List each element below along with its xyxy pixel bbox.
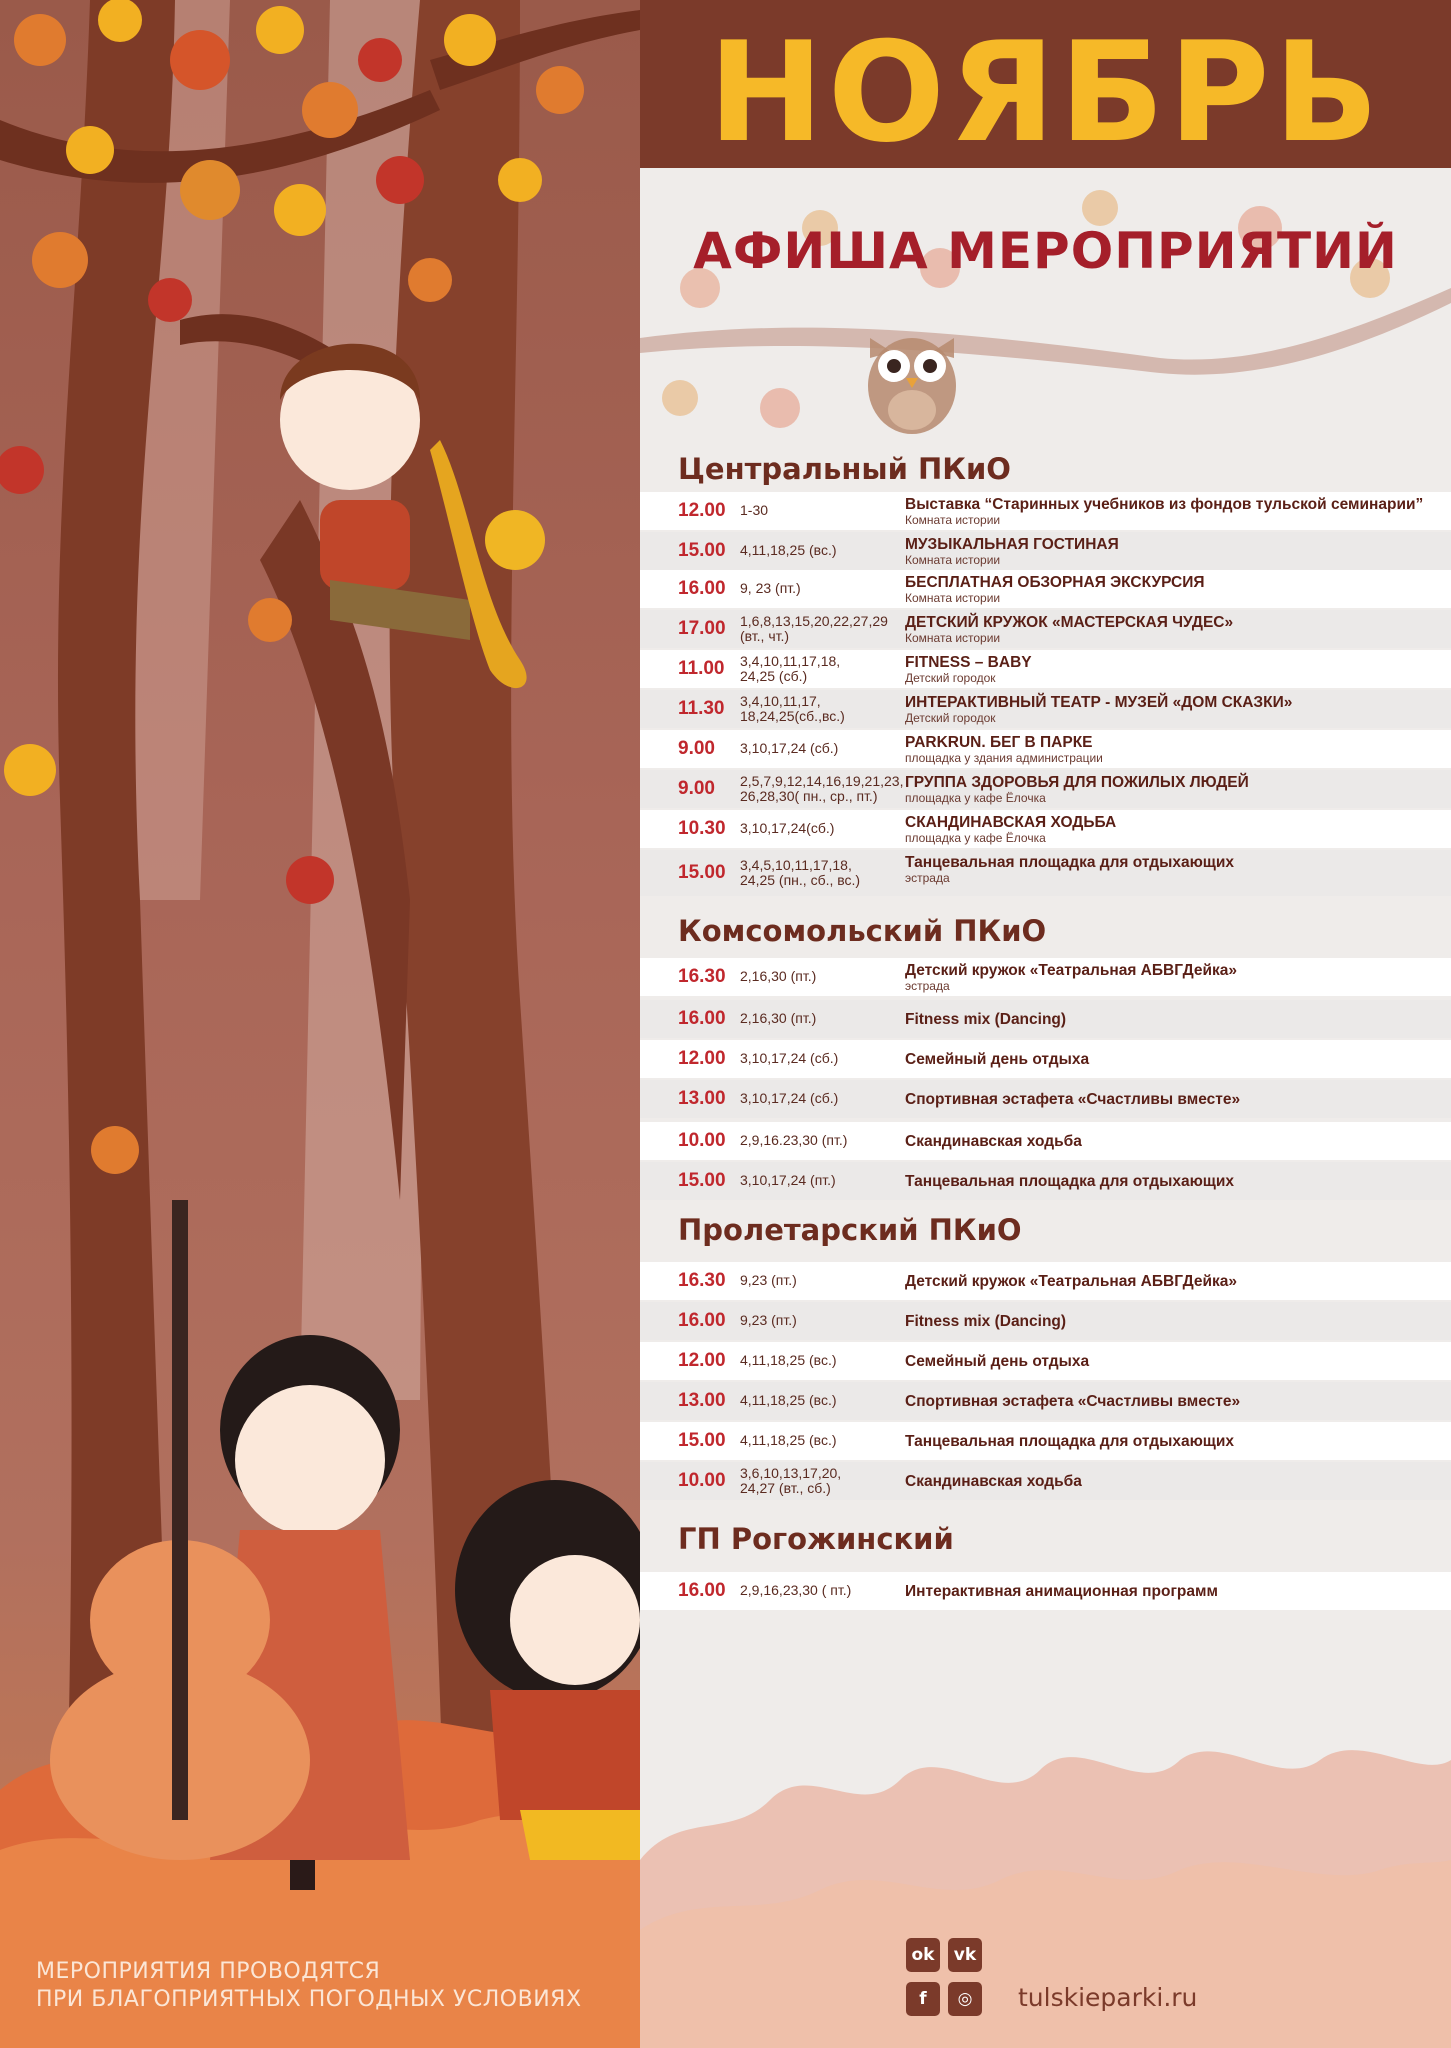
schedule-row xyxy=(640,570,1451,608)
event-time: 16.00 xyxy=(678,1008,726,1029)
event-days xyxy=(740,1353,837,1368)
event-title: БЕСПЛАТНАЯ ОБЗОРНАЯ ЭКСКУРСИЯ xyxy=(905,574,1205,591)
event-days xyxy=(740,1433,837,1448)
vkontakte-icon[interactable]: vk xyxy=(948,1938,982,1972)
event-days xyxy=(740,1583,851,1598)
event-days xyxy=(740,741,838,756)
event-time: 16.30 xyxy=(678,966,726,987)
event-location: Детский городок xyxy=(905,711,996,725)
event-time: 9.00 xyxy=(678,738,715,759)
event-days xyxy=(740,1051,838,1066)
event-time: 10.00 xyxy=(678,1130,726,1151)
weather-note-line1: МЕРОПРИЯТИЯ ПРОВОДЯТСЯ xyxy=(36,1959,381,1984)
event-location: эстрада xyxy=(905,871,950,885)
event-days-line: 2,16,30 (пт.) xyxy=(740,968,817,984)
schedule-row xyxy=(640,730,1451,768)
schedule-row xyxy=(640,810,1451,848)
event-time: 10.00 xyxy=(678,1470,726,1491)
event-title: Fitness mix (Dancing) xyxy=(905,1010,1067,1028)
event-time: 15.00 xyxy=(678,1430,726,1451)
schedule-row xyxy=(640,1040,1451,1078)
event-time: 10.30 xyxy=(678,818,726,839)
schedule-row xyxy=(640,770,1451,808)
event-days-line: 24,25 (пн., сб., вс.) xyxy=(740,872,861,888)
event-time: 13.00 xyxy=(678,1390,726,1411)
event-title: Семейный день отдыха xyxy=(905,1050,1090,1068)
event-title: FITNESS – BABY xyxy=(905,654,1032,671)
event-days-line: 3,10,17,24 (сб.) xyxy=(740,740,839,756)
event-days-line: 3,10,17,24 (сб.) xyxy=(740,1090,839,1106)
event-days-line: 3,10,17,24(сб.) xyxy=(740,820,835,836)
event-title: ИНТЕРАКТИВНЫЙ ТЕАТР - МУЗЕЙ «ДОМ СКАЗКИ» xyxy=(905,694,1293,711)
event-time: 16.00 xyxy=(678,578,726,599)
event-title: Выставка “Старинных учебников из фондов тульской семинарии” xyxy=(905,496,1424,513)
event-days xyxy=(740,543,837,558)
event-days-line: 1-30 xyxy=(740,502,769,518)
event-location: площадка у здания администрации xyxy=(905,751,1103,765)
event-location: Комната истории xyxy=(905,591,1001,605)
event-days xyxy=(740,1273,797,1288)
event-title: PARKRUN. БЕГ В ПАРКЕ xyxy=(905,734,1093,751)
event-days-line: 3,4,5,10,11,17,18, xyxy=(740,857,852,873)
event-days-line: 4,11,18,25 (вс.) xyxy=(740,542,837,558)
event-days-line: 3,6,10,13,17,20, xyxy=(740,1465,842,1481)
event-time: 12.00 xyxy=(678,1048,726,1069)
event-days-line: (вт., чт.) xyxy=(740,628,790,644)
event-title: МУЗЫКАЛЬНАЯ ГОСТИНАЯ xyxy=(905,536,1119,553)
event-days xyxy=(740,1313,797,1328)
section-title: Пролетарский ПКиО xyxy=(678,1213,1022,1247)
event-days xyxy=(740,1091,838,1106)
event-title: Танцевальная площадка для отдыхающих xyxy=(905,854,1235,871)
event-time: 11.30 xyxy=(678,698,725,719)
section-title: ГП Рогожинский xyxy=(678,1522,954,1556)
event-title: Танцевальная площадка для отдыхающих xyxy=(905,1172,1235,1190)
event-title: Семейный день отдыха xyxy=(905,1352,1090,1370)
poster-subtitle: АФИША МЕРОПРИЯТИЙ xyxy=(693,222,1398,280)
event-days-line: 4,11,18,25 (вс.) xyxy=(740,1392,837,1408)
owl-icon xyxy=(862,318,962,436)
autumn-illustration xyxy=(0,0,640,2048)
website-link[interactable]: tulskieparki.ru xyxy=(1018,1983,1198,2012)
schedule-row xyxy=(640,850,1451,896)
schedule-row xyxy=(640,1572,1451,1610)
event-location: Детский городок xyxy=(905,671,996,685)
event-days-line: 18,24,25(сб.,вс.) xyxy=(740,708,845,724)
branch-with-leaves-decoration xyxy=(640,168,1451,468)
weather-note-line2: ПРИ БЛАГОПРИЯТНЫХ ПОГОДНЫХ УСЛОВИЯХ xyxy=(36,1987,582,2012)
schedule-row xyxy=(640,1302,1451,1340)
event-title: Интерактивная анимационная программ xyxy=(905,1582,1218,1600)
event-time: 15.00 xyxy=(678,1170,726,1191)
event-days-line: 24,25 (сб.) xyxy=(740,668,808,684)
event-location: Комната истории xyxy=(905,513,1001,527)
event-days xyxy=(740,614,888,644)
event-days-line: 24,27 (вт., сб.) xyxy=(740,1480,831,1496)
schedule-row xyxy=(640,1122,1451,1160)
schedule-row xyxy=(640,1000,1451,1038)
schedule-row xyxy=(640,1080,1451,1118)
event-days-line: 3,4,10,11,17, xyxy=(740,693,821,709)
trees-and-musicians-illustration xyxy=(0,0,640,2048)
event-location: площадка у кафе Ёлочка xyxy=(905,791,1046,805)
event-days-line: 26,28,30( пн., ср., пт.) xyxy=(740,788,878,804)
weather-note xyxy=(36,1958,582,2014)
event-time: 13.00 xyxy=(678,1088,726,1109)
event-title: Fitness mix (Dancing) xyxy=(905,1312,1067,1330)
event-days-line: 9,23 (пт.) xyxy=(740,1272,797,1288)
event-days-line: 3,4,10,11,17,18, xyxy=(740,653,841,669)
schedule-row xyxy=(640,690,1451,728)
month-title: НОЯБРЬ xyxy=(708,12,1383,173)
schedule-row xyxy=(640,1382,1451,1420)
event-title: Скандинавская ходьба xyxy=(905,1472,1082,1490)
event-title: Спортивная эстафета «Счастливы вместе» xyxy=(905,1392,1241,1410)
event-time: 16.00 xyxy=(678,1310,726,1331)
event-days xyxy=(740,581,801,596)
event-title: Детский кружок «Театральная АБВГДейка» xyxy=(905,962,1237,979)
event-time: 17.00 xyxy=(678,618,726,639)
event-time: 15.00 xyxy=(678,862,726,883)
schedule-row xyxy=(640,492,1451,530)
event-title: ДЕТСКИЙ КРУЖОК «МАСТЕРСКАЯ ЧУДЕС» xyxy=(905,614,1234,631)
schedule-row xyxy=(640,650,1451,688)
event-days-line: 2,9,16,23,30 ( пт.) xyxy=(740,1582,852,1598)
odnoklassniki-icon[interactable]: ok xyxy=(906,1938,940,1972)
schedule-row xyxy=(640,1422,1451,1460)
event-days-line: 2,5,7,9,12,14,16,19,21,23, xyxy=(740,773,904,789)
event-time: 11.00 xyxy=(678,658,725,679)
instagram-icon[interactable]: ◎ xyxy=(948,1982,982,2016)
event-days xyxy=(740,858,860,888)
event-days-line: 4,11,18,25 (вс.) xyxy=(740,1432,837,1448)
event-time: 9.00 xyxy=(678,778,715,799)
event-days-line: 9,23 (пт.) xyxy=(740,1312,797,1328)
event-location: Комната истории xyxy=(905,631,1001,645)
event-days-line: 9, 23 (пт.) xyxy=(740,580,801,596)
schedule-row xyxy=(640,1262,1451,1300)
event-days-line: 3,10,17,24 (пт.) xyxy=(740,1172,836,1188)
event-time: 15.00 xyxy=(678,540,726,561)
event-time: 16.30 xyxy=(678,1270,726,1291)
event-days xyxy=(740,1173,836,1188)
event-days-line: 3,10,17,24 (сб.) xyxy=(740,1050,839,1066)
event-days-line: 1,6,8,13,15,20,22,27,29 xyxy=(740,613,888,629)
event-days xyxy=(740,969,816,984)
event-days xyxy=(740,774,903,804)
event-days xyxy=(740,821,834,836)
event-days xyxy=(740,1466,841,1496)
event-days xyxy=(740,1133,847,1148)
schedule-row xyxy=(640,532,1451,570)
event-time: 12.00 xyxy=(678,500,726,521)
event-days xyxy=(740,1011,816,1026)
event-days-line: 4,11,18,25 (вс.) xyxy=(740,1352,837,1368)
event-days-line: 2,9,16.23,30 (пт.) xyxy=(740,1132,848,1148)
event-time: 12.00 xyxy=(678,1350,726,1371)
event-title: Скандинавская ходьба xyxy=(905,1132,1082,1150)
event-title: Спортивная эстафета «Счастливы вместе» xyxy=(905,1090,1241,1108)
schedule-row xyxy=(640,610,1451,648)
event-title: Детский кружок «Театральная АБВГДейка» xyxy=(905,1272,1237,1290)
event-title: СКАНДИНАВСКАЯ ХОДЬБА xyxy=(905,814,1117,831)
event-title: ГРУППА ЗДОРОВЬЯ ДЛЯ ПОЖИЛЫХ ЛЮДЕЙ xyxy=(905,774,1249,791)
event-title: Танцевальная площадка для отдыхающих xyxy=(905,1432,1235,1450)
event-time: 16.00 xyxy=(678,1580,726,1601)
event-location: площадка у кафе Ёлочка xyxy=(905,831,1046,845)
event-days xyxy=(740,1393,837,1408)
schedule-row xyxy=(640,1162,1451,1200)
event-location: эстрада xyxy=(905,979,950,993)
schedule-row xyxy=(640,1462,1451,1500)
section-title: Центральный ПКиО xyxy=(678,452,1011,486)
facebook-icon[interactable]: f xyxy=(906,1982,940,2016)
event-days xyxy=(740,503,768,518)
event-days-line: 2,16,30 (пт.) xyxy=(740,1010,817,1026)
event-days xyxy=(740,654,840,684)
event-location: Комната истории xyxy=(905,553,1001,567)
section-title: Комсомольский ПКиО xyxy=(678,914,1047,948)
event-days xyxy=(740,694,845,724)
schedule-row xyxy=(640,1342,1451,1380)
schedule-row xyxy=(640,958,1451,996)
